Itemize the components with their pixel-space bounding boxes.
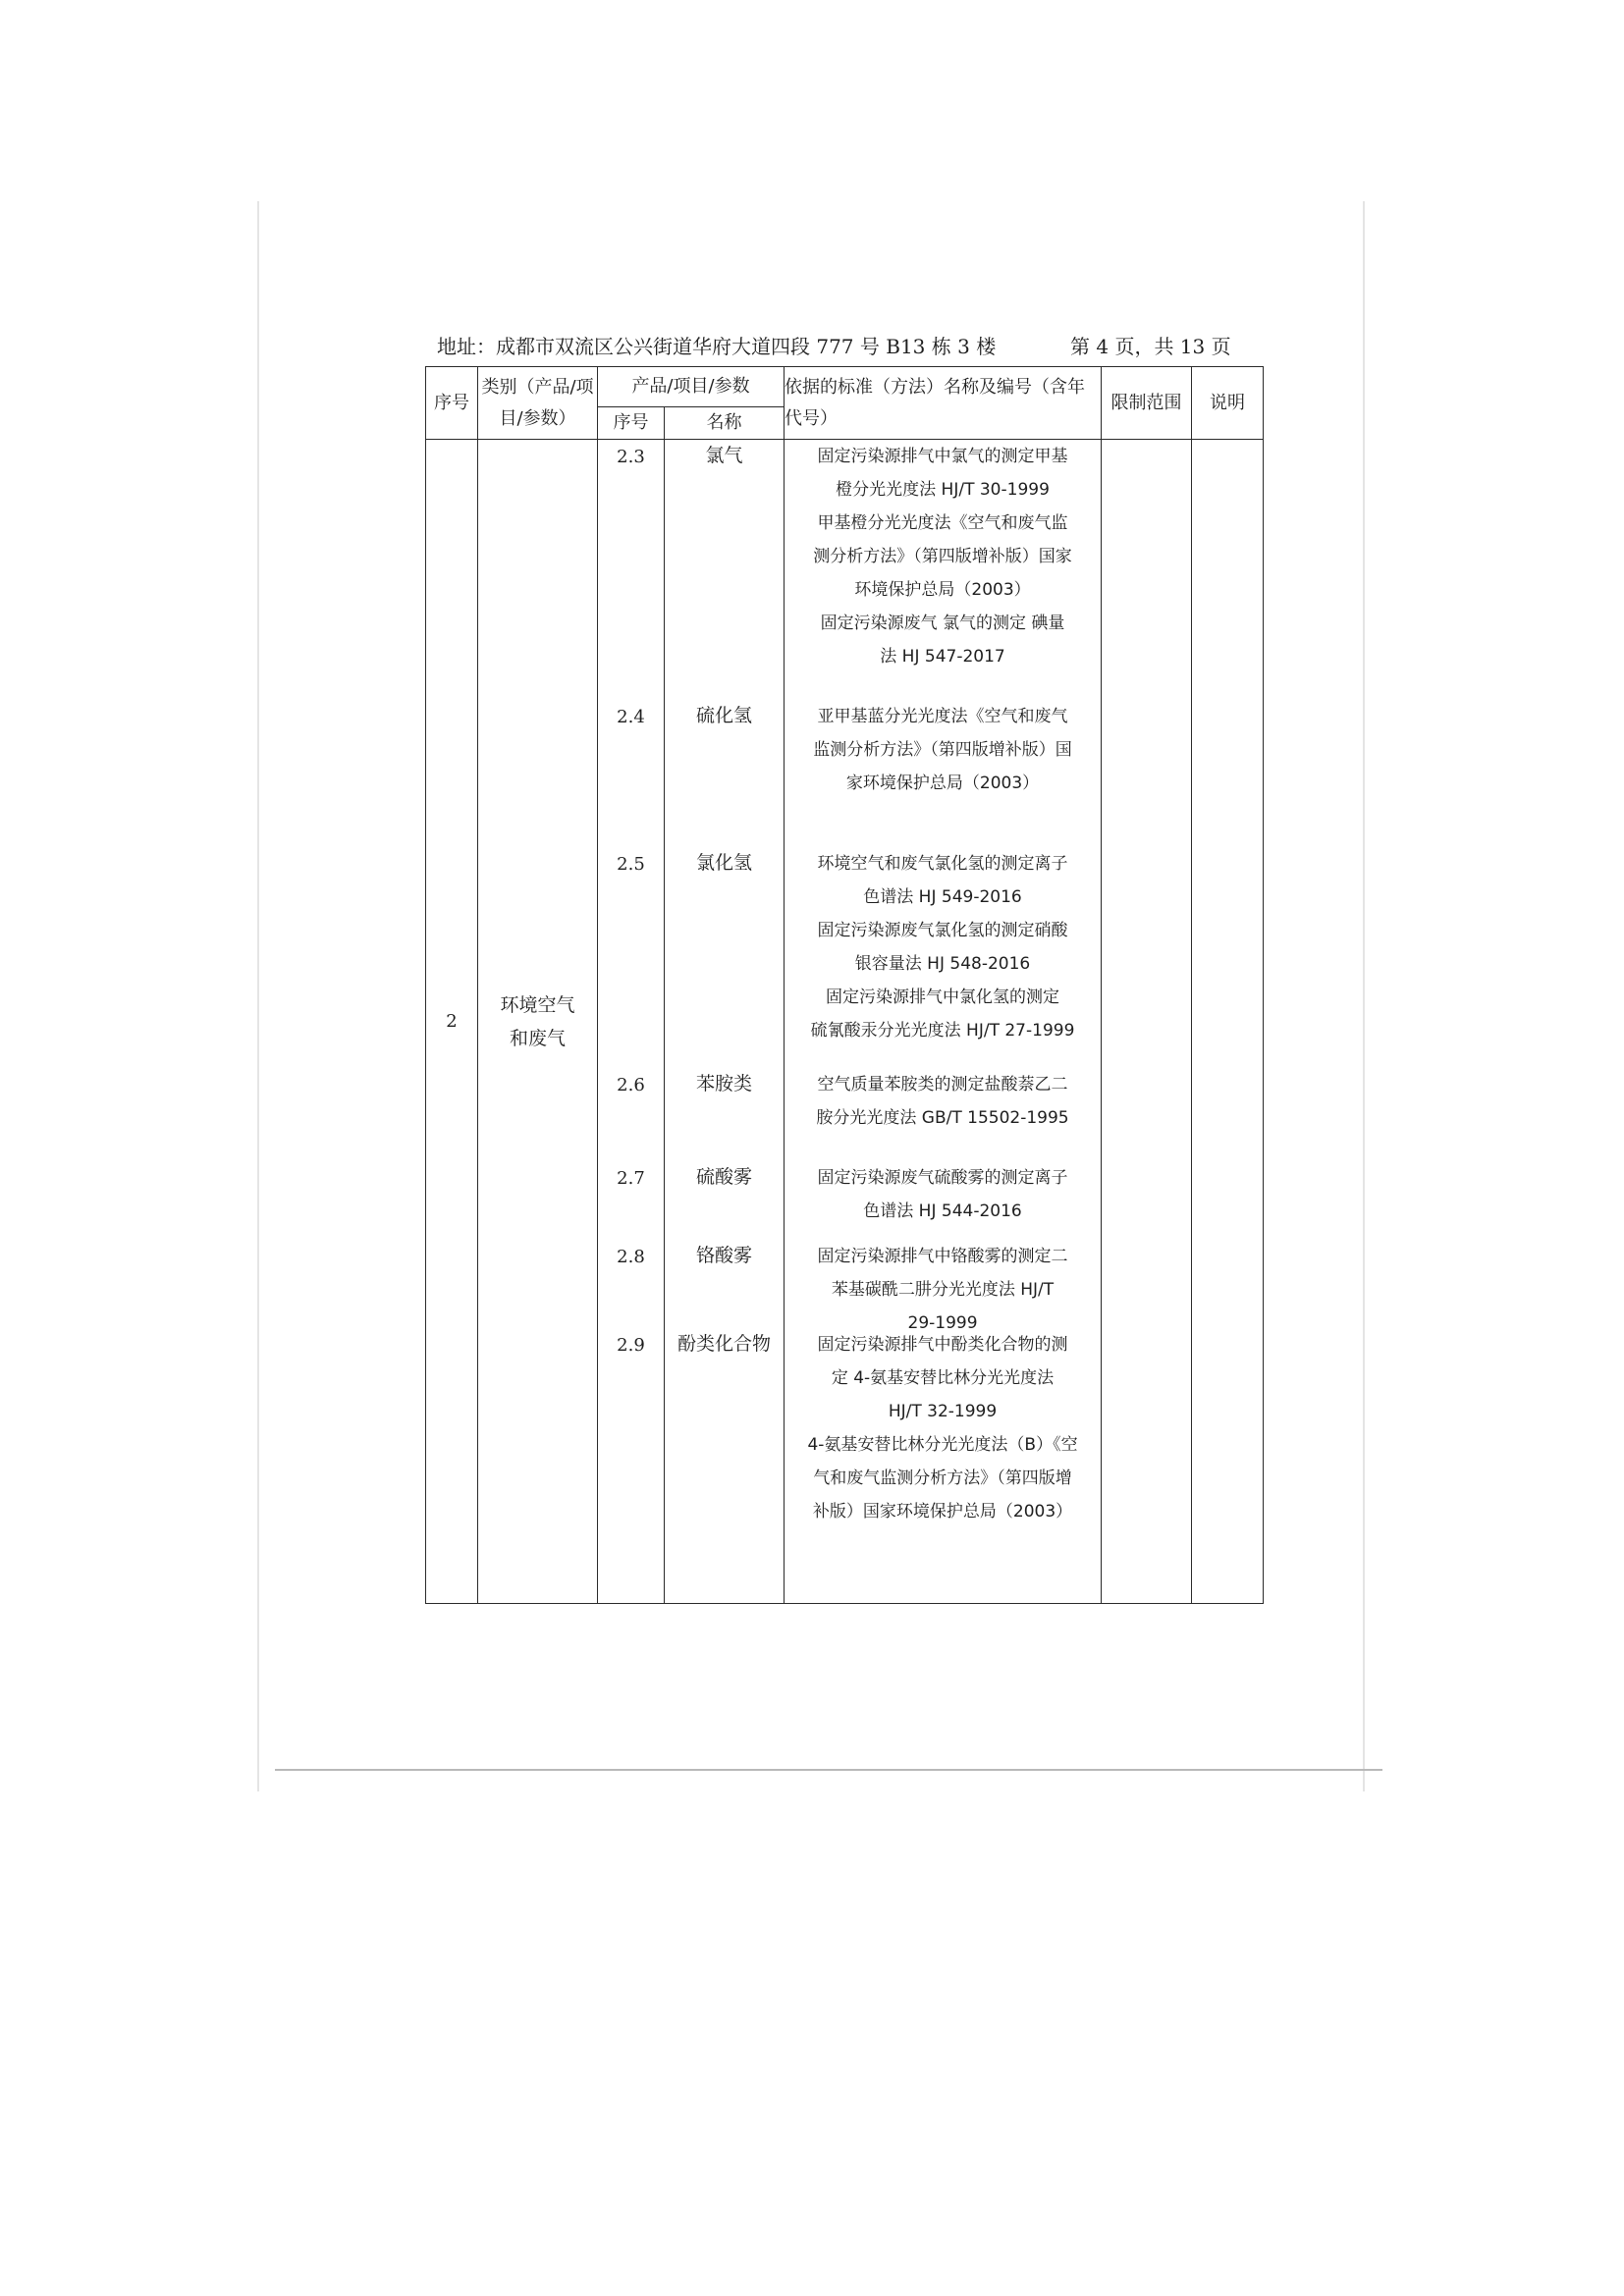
standard-line: 硫氰酸汞分光光度法 HJ/T 27-1999 [810,1021,1075,1041]
scan-bottom-line [275,1769,1382,1771]
standard-line: 固定污染源排气中氯气的测定甲基 [817,447,1068,466]
header-remark: 说明 [1192,367,1264,440]
group-seq: 2 [426,440,478,1604]
standard-line: 补版）国家环境保护总局（2003） [812,1502,1073,1522]
item-standards [785,1161,1101,1228]
item-standards [785,1068,1101,1135]
standard-line: 环境保护总局（2003） [854,580,1031,600]
remark-cell [1192,440,1264,1604]
limit-cell [1102,440,1192,1604]
header-sub-name: 名称 [665,407,785,440]
standard-line: 亚甲基蓝分光光度法《空气和废气 [817,707,1068,726]
item-number: 2.9 [617,1335,645,1356]
table-row [426,440,1264,1604]
item-name: 硫酸雾 [696,1166,753,1188]
standard-line: 4-氨基安替比林分光光度法（B）《空 [807,1435,1078,1455]
item-number: 2.8 [617,1247,645,1267]
sub-name-column [665,440,785,1604]
header-category: 类别（产品/项目/参数） [478,367,598,440]
item-standards [785,700,1101,800]
standard-line: HJ/T 32-1999 [888,1402,998,1421]
page-number-info: 第 4 页，共 13 页 [1070,335,1231,358]
item-number: 2.7 [617,1168,645,1189]
item-number: 2.4 [617,707,645,727]
item-name: 氯气 [705,445,743,466]
item-number: 2.6 [617,1075,645,1095]
item-standards [785,1328,1101,1528]
standard-line: 苯基碳酰二肼分光光度法 HJ/T [831,1280,1055,1300]
header-seq: 序号 [426,367,478,440]
standard-line: 空气质量苯胺类的测定盐酸萘乙二 [817,1075,1068,1095]
standard-line: 色谱法 HJ 544-2016 [863,1201,1022,1221]
standard-line: 胺分光光度法 GB/T 15502-1995 [816,1108,1069,1128]
standard-line: 法 HJ 547-2017 [880,647,1005,667]
standard-line: 固定污染源排气中铬酸雾的测定二 [817,1247,1068,1266]
item-number: 2.3 [617,447,645,467]
standard-line: 甲基橙分光光度法《空气和废气监 [817,513,1068,533]
standard-line: 家环境保护总局（2003） [845,774,1040,793]
standard-line: 环境空气和废气氯化氢的测定离子 [817,854,1068,874]
header-standard: 依据的标准（方法）名称及编号（含年代号） [785,367,1102,440]
group-category: 环境空气和废气 [478,440,598,1604]
sub-seq-column [598,440,665,1604]
item-name: 氯化氢 [696,852,753,874]
scan-edge-right [1363,201,1365,1791]
scan-edge-left [257,201,259,1791]
standard-line: 银容量法 HJ 548-2016 [854,954,1031,974]
standard-column [785,440,1102,1604]
standard-line: 固定污染源废气氯化氢的测定硝酸 [817,921,1068,940]
header-sub-seq: 序号 [598,407,665,440]
item-standards [785,440,1101,673]
standard-line: 固定污染源排气中酚类化合物的测 [817,1335,1068,1355]
header-product-group: 产品/项目/参数 [598,367,785,407]
standard-line: 测分析方法》（第四版增补版）国家 [813,547,1072,566]
standard-line: 气和废气监测分析方法》（第四版增 [813,1468,1072,1488]
item-name: 苯胺类 [696,1073,753,1095]
standard-line: 色谱法 HJ 549-2016 [863,887,1022,907]
standard-line: 固定污染源排气中氯化氢的测定 [826,988,1060,1007]
standard-line: 橙分光光度法 HJ/T 30-1999 [836,480,1050,500]
header-limit: 限制范围 [1102,367,1192,440]
item-number: 2.5 [617,854,645,875]
item-name: 酚类化合物 [677,1333,772,1355]
item-name: 铬酸雾 [696,1245,753,1266]
item-name: 硫化氢 [696,705,753,726]
scope-table [425,366,1264,1604]
standard-line: 定 4-氨基安替比林分光光度法 [831,1368,1055,1388]
standard-line: 固定污染源废气 氯气的测定 碘量 [820,614,1065,633]
item-standards [785,847,1101,1047]
item-standards [785,1240,1101,1340]
page-address: 地址：成都市双流区公兴街道华府大道四段 777 号 B13 栋 3 楼 [437,335,997,358]
standard-line: 监测分析方法》（第四版增补版）国 [813,740,1072,760]
standard-line: 固定污染源废气硫酸雾的测定离子 [817,1168,1068,1188]
standard-line: 29-1999 [907,1313,978,1333]
